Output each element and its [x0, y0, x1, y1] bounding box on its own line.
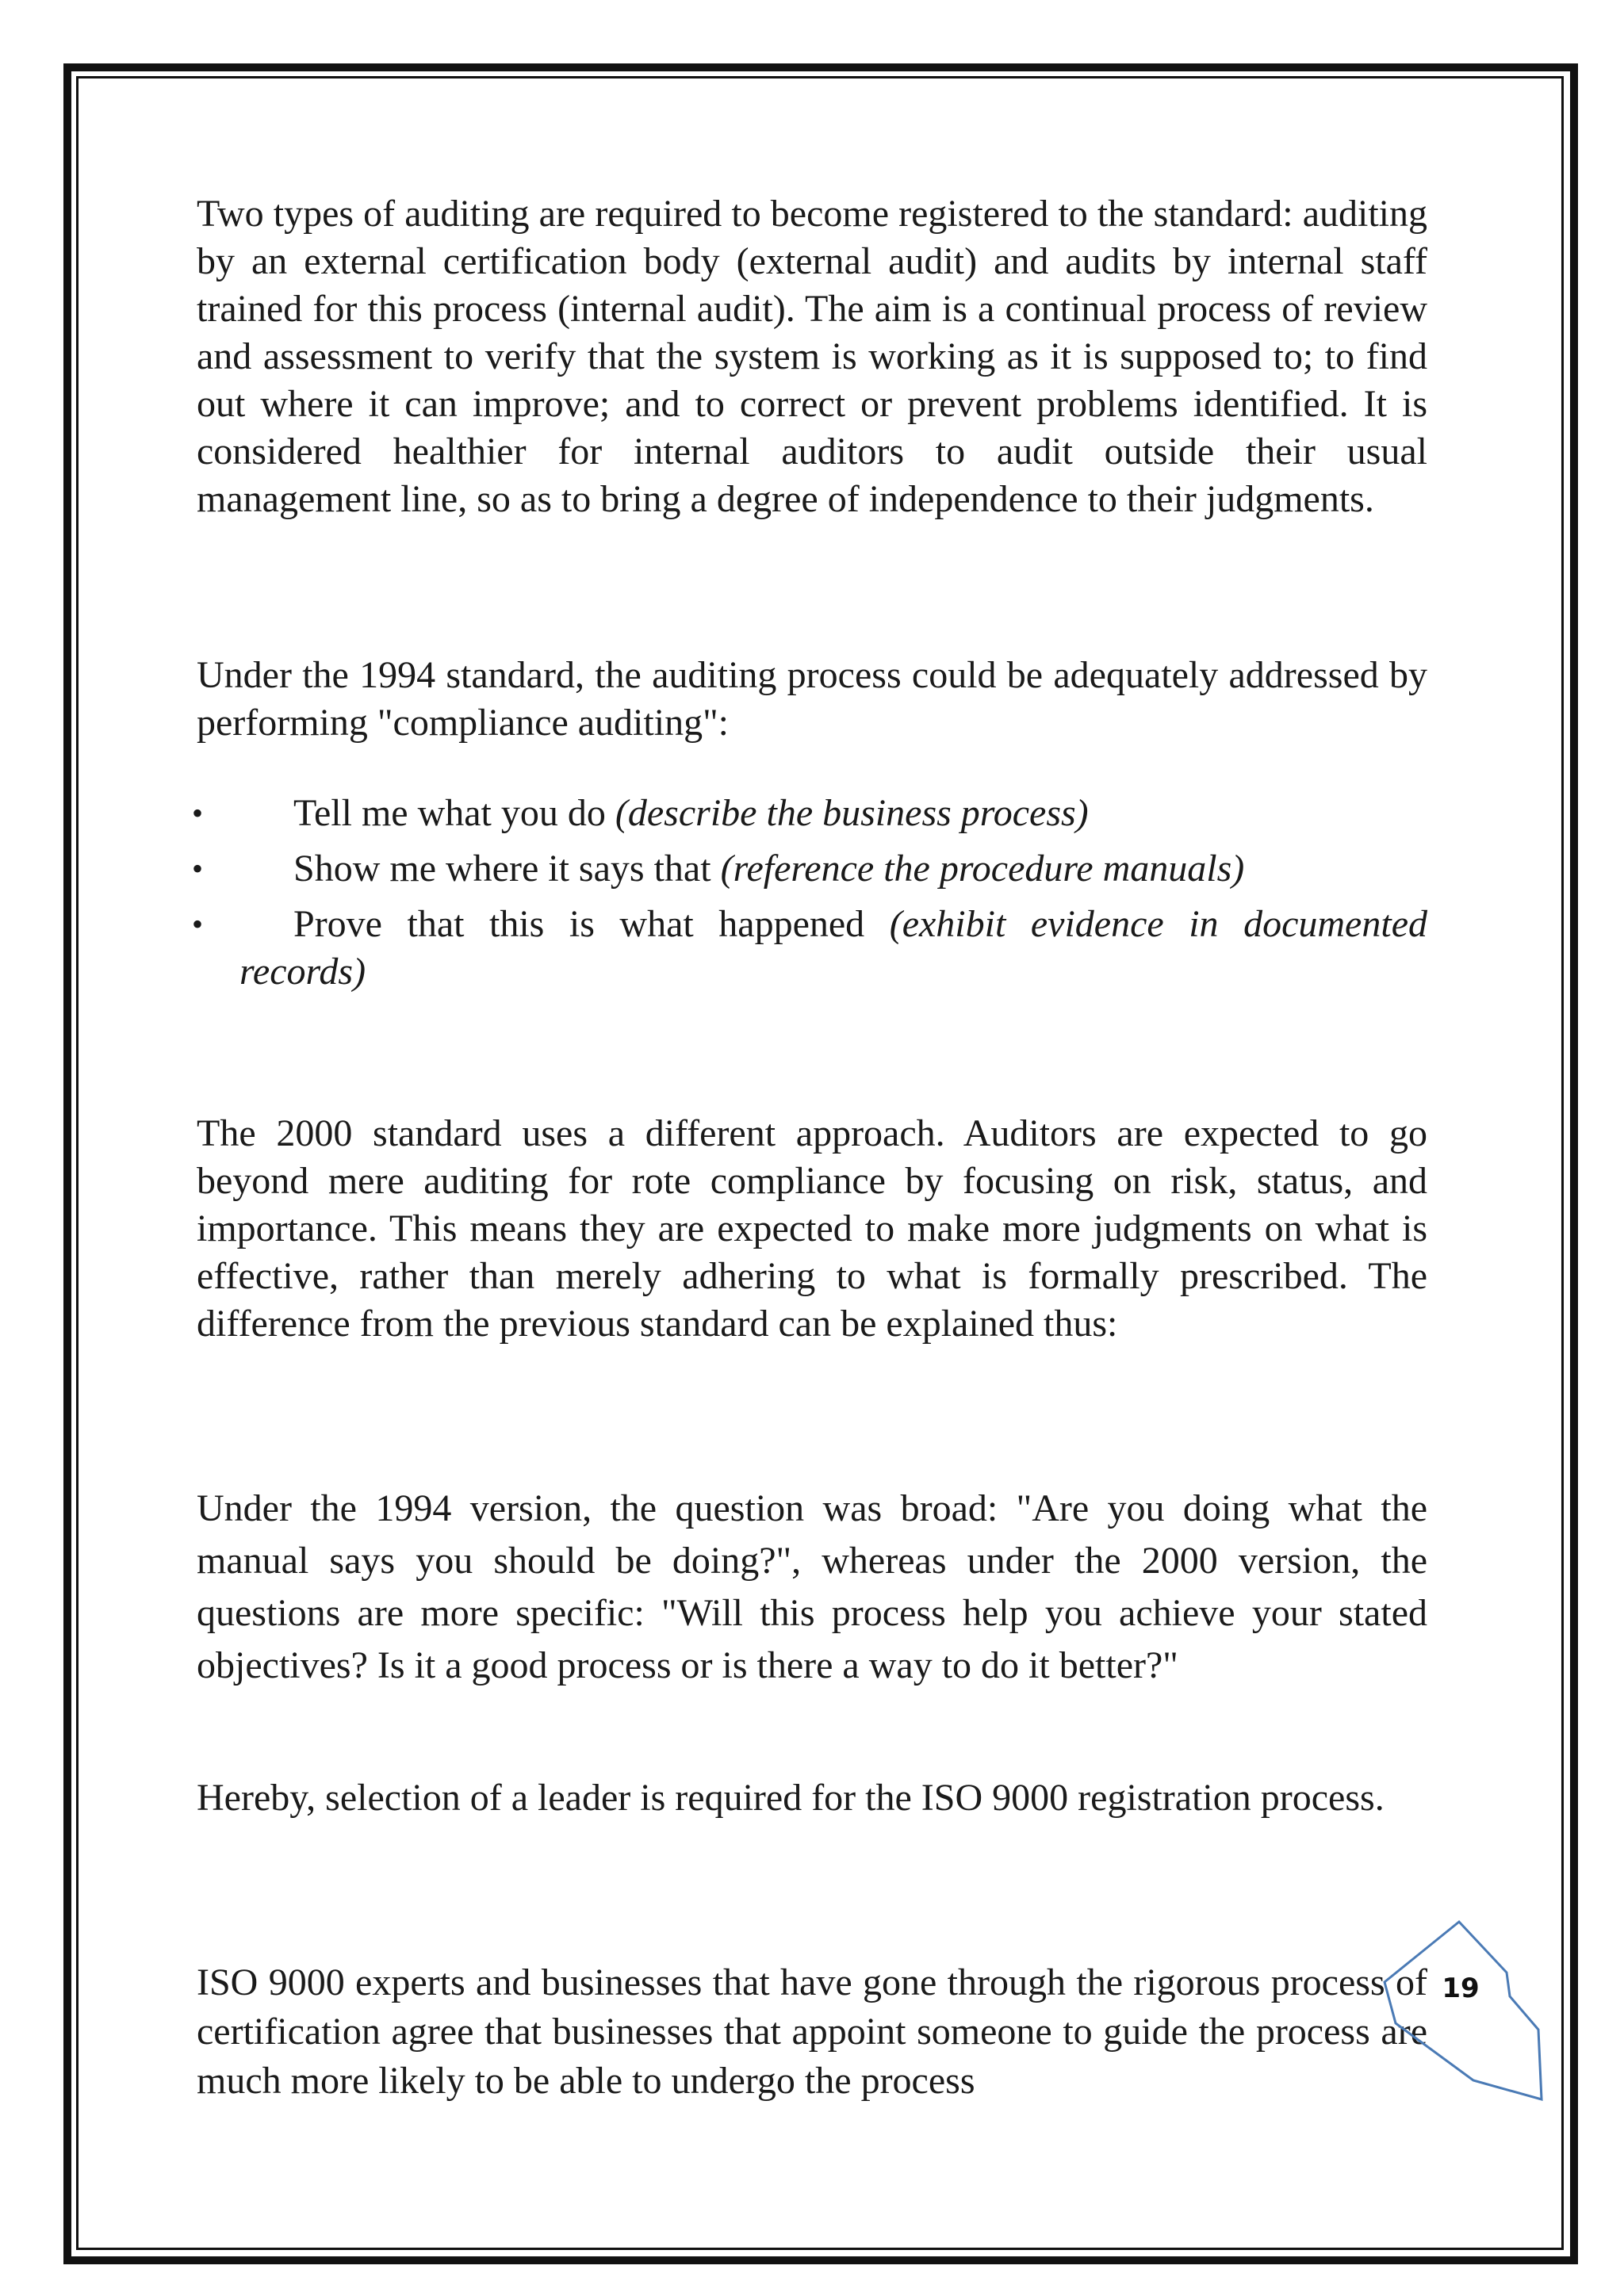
list-item-italic-continued: records): [239, 951, 366, 993]
paragraph-leader-selection: Hereby, selection of a leader is required for the ISO 9000 registration process.: [197, 1777, 1385, 1819]
paragraph-iso-experts: ISO 9000 experts and businesses that have gone through the rigorous process of certification agree that businesses that appoint someone to guide the process are much more likely to be able to undergo the process: [197, 1961, 1427, 2102]
list-item-text: Show me where it says that: [293, 848, 721, 890]
list-item-italic: (exhibit evidence in documented: [889, 903, 1427, 945]
paragraph-version-questions: Under the 1994 version, the question was broad: "Are you doing what the manual says you should be doing?", whereas under the 2000 version, the questions are more specific: "Will this process help you achieve your stated objectives? Is it a good process or is there a way to do it better?": [197, 1487, 1427, 1686]
compliance-auditing-list: [186, 790, 1427, 1004]
bullet-icon: •: [191, 851, 203, 886]
list-item: [186, 790, 1427, 837]
page-number-tab-icon: [1380, 1919, 1546, 2101]
list-item-text: Tell me what you do: [293, 792, 615, 834]
list-item-text: Prove that this is what happened: [293, 903, 890, 945]
bullet-icon: •: [191, 795, 203, 831]
list-item: [186, 845, 1427, 893]
paragraph-auditing-types: Two types of auditing are required to become registered to the standard: auditing by an external certification body (external audit) and audits by internal staff trained for this process (internal audit). The aim is a continual process of review and assessment to verify that the system is working as it is supposed to; to find out where it can improve; and to correct or prevent problems identified. It is considered healthier for internal auditors to audit outside their usual management line, so as to bring a degree of independence to their judgments.: [197, 193, 1427, 520]
bullet-icon: •: [191, 906, 203, 942]
list-item-italic: (describe the business process): [615, 792, 1089, 834]
list-item: [186, 901, 1427, 996]
list-item-italic: (reference the procedure manuals): [720, 848, 1245, 890]
paragraph-2000-standard: The 2000 standard uses a different approach. Auditors are expected to go beyond mere auditing for rote compliance by focusing on risk, status, and importance. This means they are expected to make more judgments on what is effective, rather than merely adhering to what is formally prescribed. The difference from the previous standard can be explained thus:: [197, 1112, 1427, 1345]
paragraph-1994-standard: Under the 1994 standard, the auditing process could be adequately addressed by performing "compliance auditing":: [197, 654, 1427, 744]
page-number: 19: [1442, 1973, 1480, 2004]
